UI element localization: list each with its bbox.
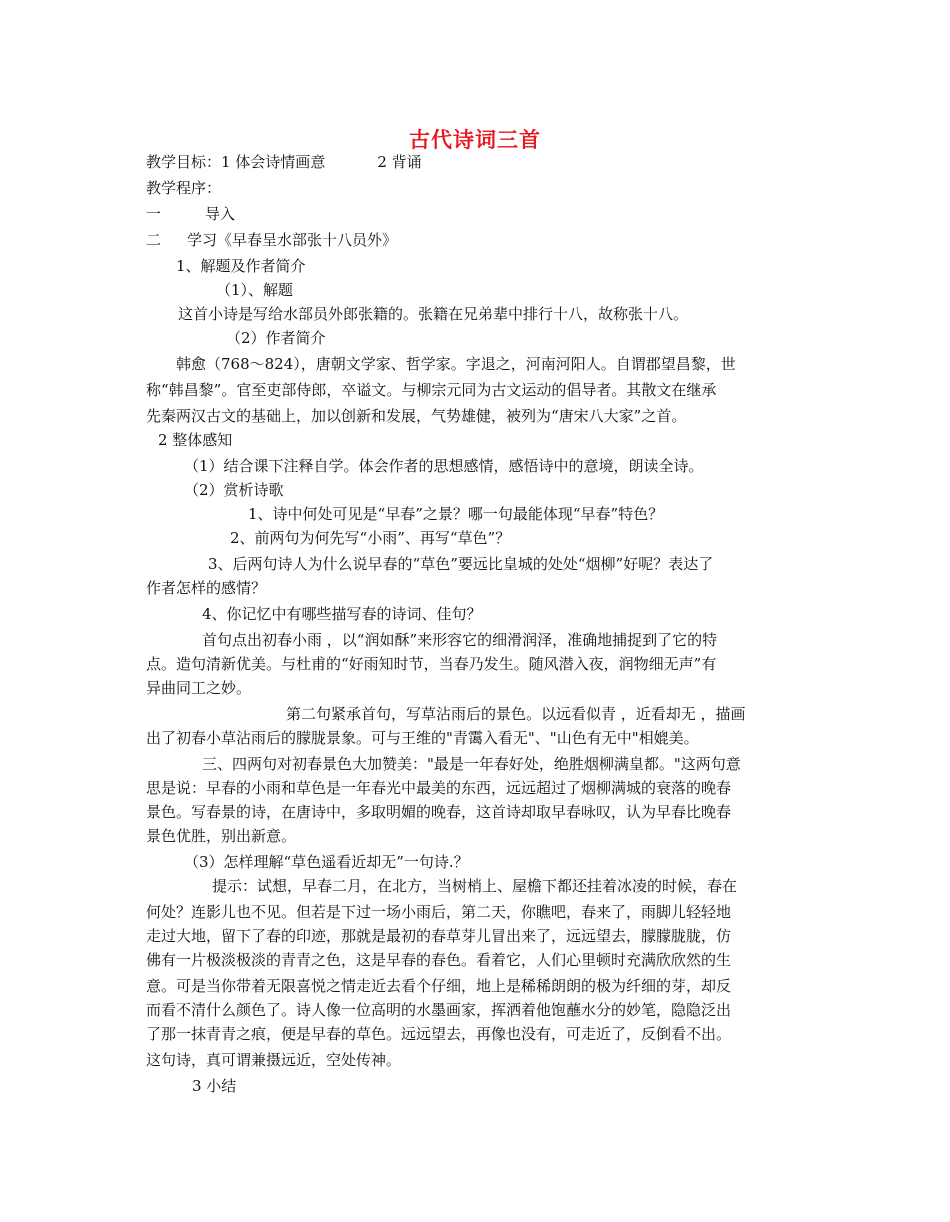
- section-1-text: 导入: [205, 205, 236, 223]
- question-1: 1、诗中何处可见是“早春”之景？哪一句最能体现“早春”特色？: [248, 505, 664, 523]
- question-4: 4、你记忆中有哪些描写春的诗词、佳句？: [202, 605, 482, 623]
- hint-line-6: 而看不清什么颜色了。诗人像一位高明的水墨画家，挥洒着他饱蘸水分的妙笔，隐隐泛出: [146, 1001, 732, 1019]
- author-intro-line-2: 称“韩昌黎”。官至吏部侍郎，卒谥文。与柳宗元同为古文运动的倡导者。其散文在继承: [146, 381, 717, 399]
- section-1-number: 一: [146, 205, 162, 223]
- analysis-2-line-2: 出了初春小草沾雨后的朦胧景象。可与王维的"青霭入看无"、"山色有无中"相媲美。: [146, 729, 699, 747]
- hint-line-4: 佛有一片极淡极淡的青青之色，这是早春的春色。看着它，人们心里顿时充满欣欣然的生: [146, 951, 732, 969]
- hint-line-7: 了那一抹青青之痕，便是早春的草色。远远望去，再像也没有，可走近了，反倒看不出。: [146, 1025, 732, 1043]
- subheading-2-1: （1）结合课下注释自学。体会作者的思想感情，感悟诗中的意境，朗读全诗。: [184, 457, 704, 475]
- analysis-3-line-3: 景色。写春景的诗，在唐诗中，多取明媚的晚春，这首诗却取早春咏叹，认为早春比晚春: [146, 803, 732, 821]
- analysis-3-line-4: 景色优胜，别出新意。: [146, 827, 297, 845]
- section-1-heading: [146, 204, 846, 224]
- teaching-goal-item-2: 2 背诵: [377, 153, 422, 171]
- author-intro-line-3: 先秦两汉古文的基础上，加以创新和发展，气势雄健，被列为“唐宋八大家”之首。: [146, 407, 687, 425]
- subheading-1: 1、解题及作者简介: [176, 257, 306, 275]
- question-2: 2、前两句为何先写“小雨”、再写“草色”？: [230, 529, 511, 547]
- subheading-1-1: （1）、解题: [216, 281, 294, 299]
- hint-line-2: 何处？连影儿也不见。但若是下过一场小雨后，第二天，你瞧吧，春来了，雨脚儿轻轻地: [146, 903, 732, 921]
- analysis-3-line-1: 三、四两句对初春景色大加赞美："最是一年春好处，绝胜烟柳满皇都。"这两句意: [202, 755, 741, 773]
- hint-line-8: 这句诗，真可谓兼摄远近，空处传神。: [146, 1051, 402, 1069]
- section-2-heading: [146, 230, 846, 250]
- subheading-2-2: （2）赏析诗歌: [184, 481, 284, 499]
- hint-line-1: 提示：试想，早春二月，在北方，当树梢上、屋檐下都还挂着冰凌的时候，春在: [212, 877, 738, 895]
- subheading-2: 2 整体感知: [158, 431, 233, 449]
- section-2-text: 学习《早春呈水部张十八员外》: [187, 231, 398, 249]
- subheading-1-2: （2）作者简介: [226, 329, 326, 347]
- subheading-2-3: （3）怎样理解“草色遥看近却无”一句诗.？: [184, 853, 469, 871]
- teaching-goals-line: [146, 152, 846, 172]
- document-title: 古代诗词三首: [409, 128, 541, 152]
- section-2-number: 二: [146, 231, 162, 249]
- teaching-goal-label: 教学目标：1 体会诗情画意: [146, 153, 326, 171]
- hint-line-5: 意。可是当你带着无限喜悦之情走近去看个仔细，地上是稀稀朗朗的极为纤细的芽，却反: [146, 977, 732, 995]
- hint-line-3: 走过大地，留下了春的印迹，那就是最初的春草芽儿冒出来了，远远望去，朦朦胧胧，仿: [146, 927, 732, 945]
- author-intro-line-1: 韩愈（768～824），唐朝文学家、哲学家。字退之，河南河阳人。自谓郡望昌黎，世: [176, 355, 736, 373]
- question-3-line-1: 3、后两句诗人为什么说早春的“草色”要远比皇城的处处“烟柳”好呢？表达了: [208, 555, 714, 573]
- analysis-1-line-1: 首句点出初春小雨 ，以“润如酥”来形容它的细滑润泽，准确地捕捉到了它的特: [202, 631, 718, 649]
- analysis-3-line-2: 思是说：早春的小雨和草色是一年春光中最美的东西，远远超过了烟柳满城的衰落的晚春: [146, 779, 732, 797]
- question-3-line-2: 作者怎样的感情？: [146, 579, 267, 597]
- procedure-label: 教学程序：: [146, 179, 222, 197]
- analysis-2-line-1: 第二句紧承首句，写草沾雨后的景色。以远看似青 ，近看却无 ，描画: [286, 705, 746, 723]
- analysis-1-line-3: 异曲同工之妙。: [146, 679, 252, 697]
- paragraph-title-explanation: 这首小诗是写给水部员外郎张籍的。张籍在兄弟辈中排行十八，故称张十八。: [178, 305, 689, 323]
- subheading-3-summary: 3 小结: [192, 1077, 237, 1095]
- analysis-1-line-2: 点。造句清新优美。与杜甫的“好雨知时节，当春乃发生。随风潜入夜，润物细无声”有: [146, 655, 717, 673]
